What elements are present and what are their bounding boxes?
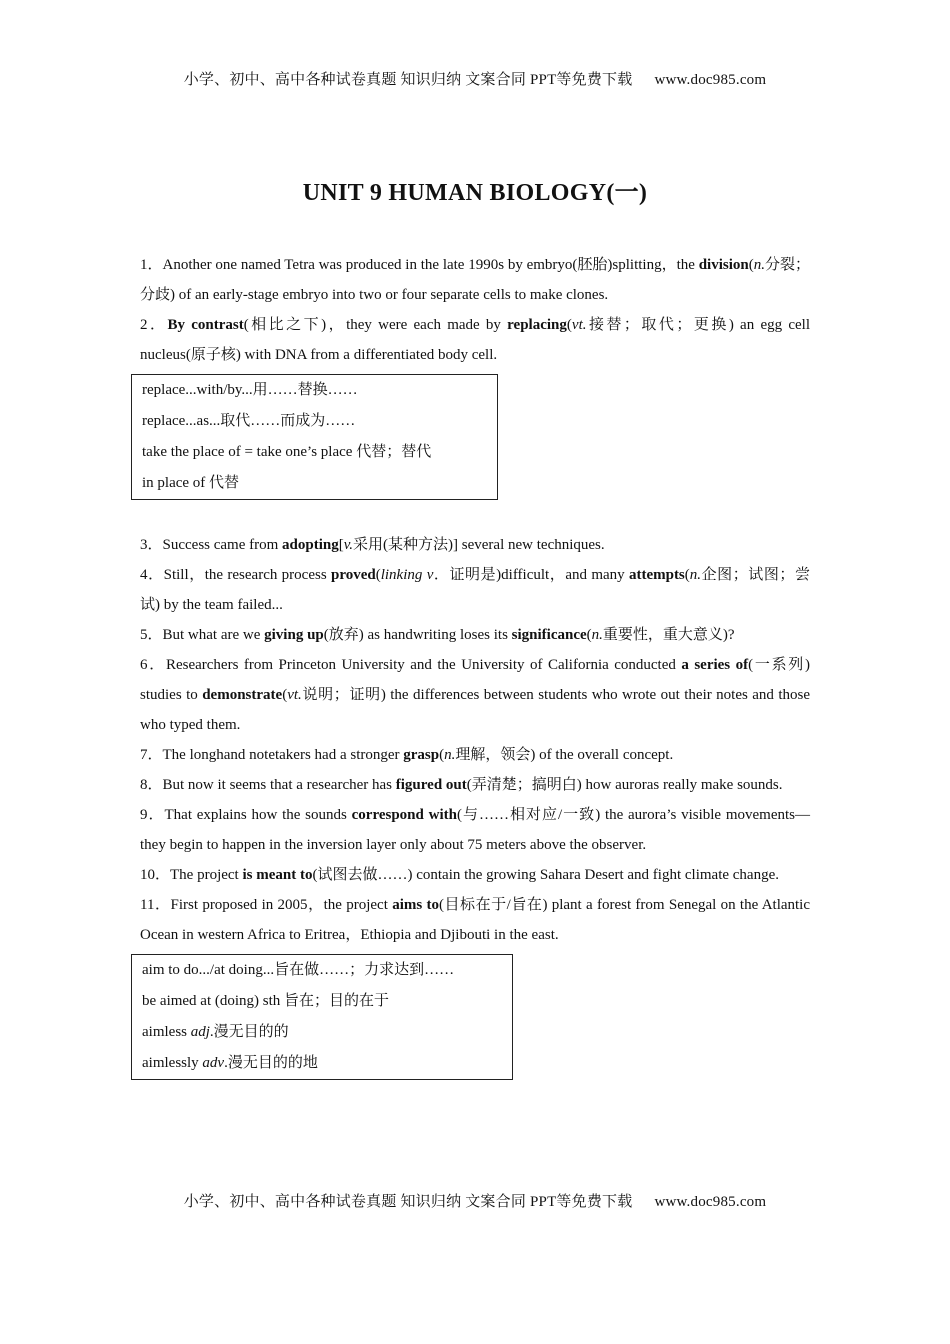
item-5: 5．But what are we giving up(放弃) as handwriting loses its significance(n.重要性，重大意义)?: [140, 627, 735, 643]
item-6: 6．Researchers from Princeton University and the University of California conducted a series of(一系列) studies to demonstrate(vt.说明；证明) the differences between students who wrote out their notes and those who typed them.: [140, 657, 811, 733]
note-line: aimlessly adv.漫无目的的地: [142, 1055, 318, 1071]
note-box-aim: [131, 954, 513, 1080]
page-footer: [0, 1190, 950, 1211]
note-line: aim to do.../at doing...旨在做……；力求达到……: [142, 962, 455, 978]
note-line: replace...with/by...用……替换……: [142, 382, 358, 398]
item-3: 3．Success came from adopting[v.采用(某种方法)] several new techniques.: [140, 537, 605, 553]
note-box-replace: [131, 374, 498, 500]
item-1: 1．Another one named Tetra was produced in the late 1990s by embryo(胚胎)splitting，the division(n.分裂；分歧) of an early-stage embryo into two or four separate cells to make clones.: [140, 257, 810, 303]
note-line: aimless adj.漫无目的的: [142, 1024, 289, 1040]
item-9: 9．That explains how the sounds correspond with(与……相对应/一致) the aurora’s visible movements—they begin to happen in the inversion layer only about 75 meters above the observer.: [140, 807, 811, 853]
page-title: UNIT 9 HUMAN BIOLOGY(一): [302, 180, 648, 206]
note-line: take the place of = take one’s place 代替；替代: [142, 444, 432, 460]
item-10: 10．The project is meant to(试图去做……) contain the growing Sahara Desert and fight climate change.: [140, 867, 779, 883]
document-body: [140, 250, 810, 1080]
item-8: 8．But now it seems that a researcher has figured out(弄清楚；搞明白) how auroras really make sounds.: [140, 777, 783, 793]
footer-site: www.doc985.com: [654, 1194, 767, 1210]
item-4: 4．Still，the research process proved(linking v．证明是)difficult，and many attempts(n.企图；试图；尝试) by the team failed...: [140, 567, 810, 613]
item-7: 7．The longhand notetakers had a stronger grasp(n.理解，领会) of the overall concept.: [140, 747, 674, 763]
item-11: 11．First proposed in 2005，the project aims to(目标在于/旨在) plant a forest from Senegal on the Atlantic Ocean in western Africa to Eritrea，Ethiopia and Djibouti in the east.: [140, 897, 811, 943]
item-2: 2．By contrast(相比之下)，they were each made by replacing(vt.接替；取代；更换) an egg cell nucleus(原子核) with DNA from a differentiated body cell.: [140, 317, 810, 363]
note-line: be aimed at (doing) sth 旨在；目的在于: [142, 993, 390, 1009]
page-header: [0, 68, 950, 89]
header-site: www.doc985.com: [654, 72, 767, 88]
footer-text: 小学、初中、高中各种试卷真题 知识归纳 文案合同 PPT等免费下载: [183, 1194, 633, 1210]
note-line: in place of 代替: [142, 475, 240, 491]
header-text: 小学、初中、高中各种试卷真题 知识归纳 文案合同 PPT等免费下载: [183, 72, 633, 88]
note-line: replace...as...取代……而成为……: [142, 413, 356, 429]
